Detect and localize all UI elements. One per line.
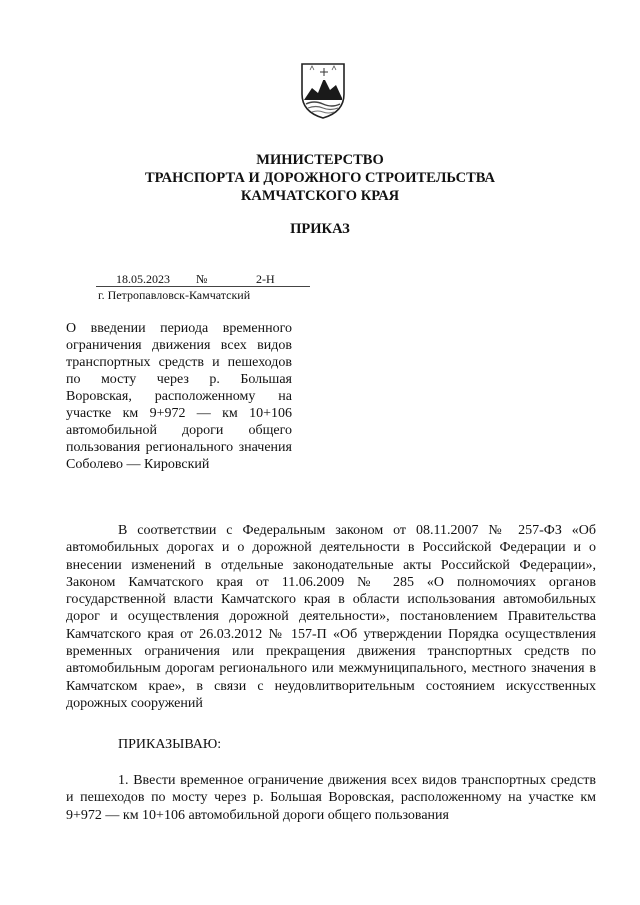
order-number: 2-Н: [256, 272, 275, 286]
document-type-title: ПРИКАЗ: [290, 221, 350, 237]
date-number-line: [96, 272, 310, 287]
kamchatka-coat-of-arms-icon: [298, 60, 348, 120]
ministry-name-line3: КАМЧАТСКОГО КРАЯ: [240, 188, 400, 204]
order-word: ПРИКАЗЫВАЮ:: [118, 737, 222, 752]
ministry-name-line1: МИНИСТЕРСТВО: [256, 152, 384, 168]
order-date: 18.05.2023: [116, 272, 170, 286]
city-label: г. Петропавловск-Камчатский: [98, 288, 251, 302]
preamble-paragraph: В соответствии с Федеральным законом от 08.11.2007 № 257-ФЗ «Об автомобильных дорогах и о дорожной деятельности в Российской Федерации и о внесении изменений в отдельные законодательные акты Российской Федерации», Законом Камчатского края от 11.06.2009 № 285 «О полномочиях органов государственной власти Камчатского края в области использования автомобильных дорог и осуществления дорожной деятельности», постановлением Правительства Камчатского края от 26.03.2012 № 157-П «Об утверждении Порядка осуществления временных ограничения или прекращения движения транспортных средств по автомобильным дорогам регионального или межмуниципального, местного значения в Камчатском крае», в связи с неудовлитворительным состоянием искусственных дорожных сооружений: [66, 523, 596, 711]
order-subject: О введении периода временного ограничения движения всех видов транспортных средств и пешеходов по мосту через р. Большая Воровская, расположенному на участке км 9+972 — км 10+106 автомобильной дороги общего пользования регионального значения Соболево — Кировский: [66, 321, 292, 472]
order-item-1: 1. Ввести временное ограничение движения всех видов транспортных средств и пешеходов по мосту через р. Большая Воровская, расположенному на участке км 9+972 — км 10+106 автомобильной дороги общего пользования: [66, 773, 596, 823]
ministry-name-line2: ТРАНСПОРТА И ДОРОЖНОГО СТРОИТЕЛЬСТВА: [144, 170, 496, 186]
number-sign: №: [196, 272, 208, 286]
